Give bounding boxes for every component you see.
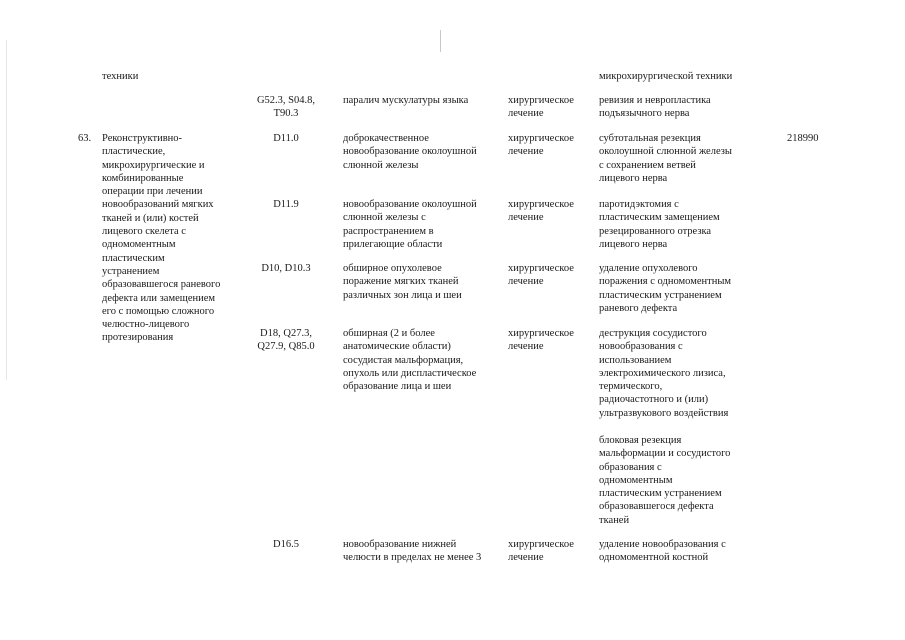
subrow-treatment: хирургическое лечение xyxy=(508,263,574,288)
scan-artifact-left xyxy=(6,40,7,380)
row-continuation-name: техники xyxy=(102,71,139,82)
row-cost: 218990 xyxy=(787,133,819,144)
subrow-method: паротидэктомия с пластическим замещением резецированного отрезка лицевого нерва xyxy=(599,199,720,250)
subrow-treatment: хирургическое лечение xyxy=(508,328,574,353)
subrow-treatment: хирургическое лечение xyxy=(508,199,574,224)
subrow-method: деструкция сосудистого новообразования с использованием электрохимического лизиса, термического, радиочастотного и (или) ультразвукового воздействия xyxy=(599,328,729,419)
subrow-treatment: хирургическое лечение xyxy=(508,539,574,564)
pre-row-treatment: хирургическое лечение xyxy=(508,95,574,120)
subrow-method: субтотальная резекция околоушной слюнной железы с сохранением ветвей лицевого нерва xyxy=(599,133,732,184)
pre-row-codes: G52.3, S04.8, T90.3 xyxy=(256,95,316,120)
subrow-treatment: хирургическое лечение xyxy=(508,133,574,158)
subrow-model: обширное опухолевое поражение мягких тканей различных зон лица и шеи xyxy=(343,263,462,301)
subrow-codes: D10, D10.3 xyxy=(261,263,311,274)
subrow-codes: D18, Q27.3, Q27.9, Q85.0 xyxy=(257,328,315,353)
row-continuation-method: микрохирургической техники xyxy=(599,71,733,82)
subrow-method: удаление новообразования с одномоментной костной xyxy=(599,539,726,564)
pre-row-model: паралич мускулатуры языка xyxy=(343,95,469,106)
subrow-model: обширная (2 и более анатомические области) сосудистая мальформация, опухоль или диспластическое образование лица и шеи xyxy=(343,328,477,393)
subrow-codes: D16.5 xyxy=(273,539,299,550)
pre-row-method: ревизия и невропластика подъязычного нерва xyxy=(599,95,711,120)
row-number: 63. xyxy=(78,133,92,144)
subrow-model: доброкачественное новообразование околоушной слюнной железы xyxy=(343,133,477,171)
scan-artifact-top xyxy=(440,30,441,52)
subrow-model: новообразование околоушной слюнной железы с распространением в прилегающие области xyxy=(343,199,477,250)
subrow-codes: D11.0 xyxy=(273,133,299,144)
subrow-model: новообразование нижней челюсти в пределах не менее 3 xyxy=(343,539,482,564)
subrow-method-alt: блоковая резекция мальформации и сосудистого образования с одномоментным пластическим устранением образовавшегося дефекта тканей xyxy=(599,435,731,526)
subrow-codes: D11.9 xyxy=(273,199,299,210)
row-name: Реконструктивно- пластические, микрохирургические и комбинированные операции при лечении новообразований мягких тканей и (или) костей лицевого скелета с одномоментным пластическим устранением образовавшегося раневого дефекта или замещением его с помощью сложного челюстно-лицевого протезирования xyxy=(102,133,221,344)
subrow-method: удаление опухолевого поражения с одномоментным пластическим устранением раневого дефекта xyxy=(599,263,732,314)
